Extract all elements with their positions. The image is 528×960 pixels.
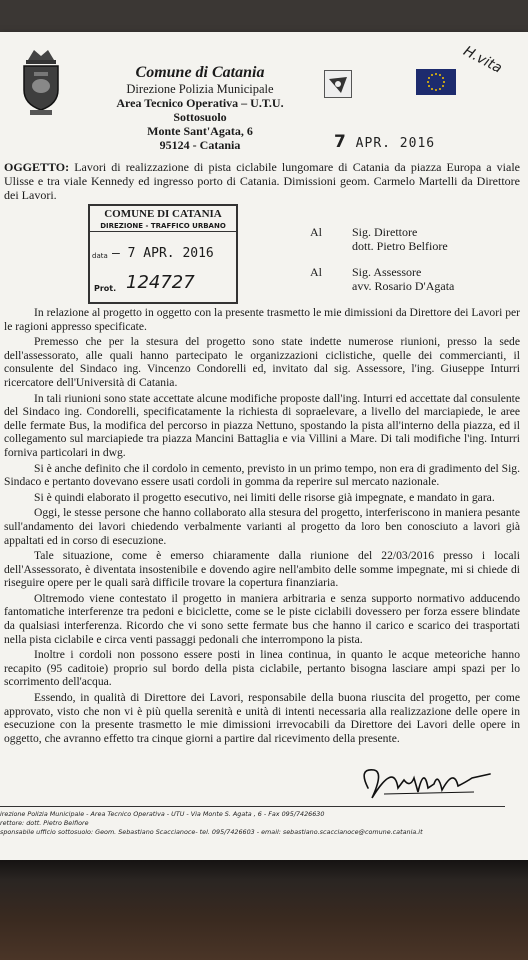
footer-divider bbox=[0, 806, 505, 807]
footer-director: rettore: dott. Pietro Belfiore bbox=[0, 819, 89, 827]
area-name: Area Tecnico Operativa – U.T.U. bbox=[116, 96, 284, 110]
recipient-name: avv. Rosario D'Agata bbox=[352, 278, 455, 293]
sicily-region-logo-icon bbox=[324, 70, 352, 98]
letterhead bbox=[70, 64, 330, 152]
received-date-stamp bbox=[334, 132, 435, 152]
stamp-protocol-label: Prot. bbox=[94, 284, 117, 293]
handwritten-signature bbox=[354, 758, 494, 808]
recipient-prefix: Al bbox=[310, 265, 322, 279]
subsoil-office: Sottosuolo bbox=[173, 110, 227, 124]
protocol-stamp bbox=[88, 204, 238, 304]
background-desk bbox=[0, 860, 528, 960]
recipient-title: Sig. Direttore bbox=[352, 225, 418, 239]
handwritten-note: H.vita bbox=[460, 43, 505, 77]
postal-address: 95124 - Catania bbox=[159, 138, 241, 152]
paragraph: In relazione al progetto in oggetto con la presente trasmetto le mie dimissioni da Direttore dei Lavori per le ragioni appresso specificate. bbox=[4, 306, 520, 333]
paragraph: Oltremodo viene contestato il progetto in maniera arbitraria e senza supporto normativo adducendo fantomatiche interferenze tra pedoni e biciclette, come se le piste ciclabili dovessero per forza essere blindate da qualsiasi interferenza. Ricordo che vi sono sette fermate bus che hanno il carico e scarico dei trasportati nella pista ciclabile e circa venti passaggi pedonali che interrompono la pista. bbox=[4, 591, 520, 646]
paragraph: Tale situazione, come è emerso chiaramente dalla riunione del 22/03/2016 presso i locali dell'Assessorato, è diventata insostenibile e dovendo agire nell'ambito delle somme impegnate, mi si chiede di riseguire opere per le quali sarà difficile trovare la copertura finanziaria. bbox=[4, 549, 520, 590]
subject-text: Lavori di realizzazione di pista ciclabile lungomare di Catania da piazza Europa a viale Ulisse e tra viale Kennedy ed ingresso porto di Catania. Dimissioni geom. Carmelo Martelli da Direttore dei Lavori. bbox=[4, 160, 520, 202]
recipient-1 bbox=[310, 226, 448, 253]
letter-body bbox=[4, 306, 520, 747]
city-name: Comune di Catania bbox=[135, 64, 265, 81]
footer-contact: sponsabile ufficio sottosuolo: Geom. Sebastiano Scaccianoce- tel. 095/7426603 - email: sebastiano.scaccianoce@comune.catania.it bbox=[0, 828, 423, 836]
direction-name: Direzione Polizia Municipale bbox=[126, 82, 274, 96]
recipient-name: dott. Pietro Belfiore bbox=[352, 238, 448, 253]
stamp-date-label: data bbox=[92, 252, 108, 260]
footer-address: irezione Polizia Municipale - Area Tecnico Operativa - UTU - Via Monte S. Agata , 6 - Fax 095/7426630 bbox=[0, 810, 325, 818]
stamp-subtitle: DIREZIONE - TRAFFICO URBANO bbox=[90, 222, 236, 232]
catania-crest-icon bbox=[20, 46, 62, 116]
paragraph: Essendo, in qualità di Direttore dei Lavori, responsabile della buona riuscita del progetto, per come approvato, visto che non vi è più quella serenità e unità di intenti necessaria alla realizzazione delle opere in esecuzione con la presente trasmetto le mie dimissioni irrevocabili da Direttore dei Lavori delle opere in oggetto, che avranno effetto tra cinque giorni a partire dal ricevimento della presente. bbox=[4, 691, 520, 745]
recipient-2 bbox=[310, 266, 454, 293]
recipient-prefix: Al bbox=[310, 225, 322, 239]
received-month-year: APR. 2016 bbox=[355, 136, 436, 151]
paragraph: In tali riunioni sono state accettate alcune modifiche proposte dall'ing. Inturri ed accettate dal consulente del Sindaco ing. Condorelli, specificatamente la richiesta di sopraelevare, a livello del marciapiede, le aree delle fermate Bus, la modifica del percorso in piazza Nettuno, spostando la pista all'interno della piazza, ed il collegamento sul marciapiede tra piazza Mancini Battaglia e via Villini a Mare. Di tali modifiche l'ing. Inturri forniva particolari in dwg. bbox=[4, 391, 520, 459]
stamp-protocol-number: 124727 bbox=[126, 272, 195, 293]
stamp-date: – 7 APR. 2016 bbox=[112, 246, 214, 261]
subject-label: OGGETTO: bbox=[4, 160, 70, 174]
document-page bbox=[0, 32, 528, 860]
received-day: 7 bbox=[334, 132, 347, 152]
recipient-title: Sig. Assessore bbox=[352, 265, 422, 279]
paragraph: Oggi, le stesse persone che hanno collaborato alla stesura del progetto, interferiscono in maniera pesante sull'andamento dei lavori chiedendo verbalmente varianti al progetto da loro ben conosciuto a lavori già appaltati ed in corso di esecuzione. bbox=[4, 506, 520, 547]
paragraph: Inoltre i cordoli non possono essere posti in linea continua, in quanto le acque meteoriche hanno recapito (95 caditoie) proprio sul bordo della pista ciclabile, pertanto bisogna lasciare ampi spazi per lo scorrimento dell'acqua. bbox=[4, 648, 520, 689]
subject-block bbox=[4, 160, 520, 202]
eu-flag-icon bbox=[416, 69, 456, 95]
stamp-title: COMUNE DI CATANIA bbox=[104, 208, 222, 220]
footer bbox=[0, 810, 520, 837]
paragraph: Si è anche definito che il cordolo in cemento, previsto in un primo tempo, non era di gradimento del Sig. Sindaco e pertanto dovevano essere usati cordoli in gomma da reperire sul mercato nazionale. bbox=[4, 461, 520, 489]
street-address: Monte Sant'Agata, 6 bbox=[147, 124, 253, 138]
paragraph: Si è quindi elaborato il progetto esecutivo, nei limiti delle risorse già impegnate, e mandato in gara. bbox=[34, 490, 495, 504]
background-top bbox=[0, 0, 528, 34]
paragraph: Premesso che per la stesura del progetto sono state indette numerose riunioni, presso la sede dell'assessorato, alle quali hanno partecipato le organizzazioni ciclistiche, quelle dei commercianti, il consulente del Sindaco ing. Vincenzo Condorelli ed, invitato dal sig. Assessore, l'ing. Giuseppe Inturri ricercatore dell'Università di Catania. bbox=[4, 335, 520, 389]
